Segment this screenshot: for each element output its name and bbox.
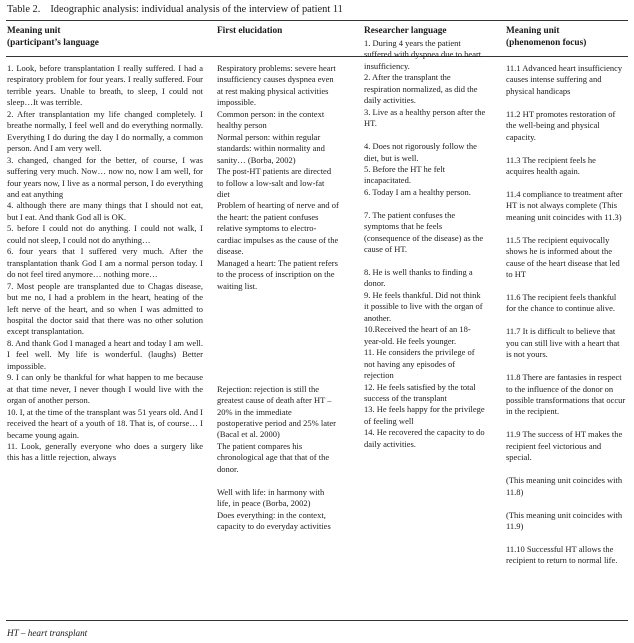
- elucidation-paragraph: Does everything: in the context, capacity to do everyday activities: [217, 509, 331, 532]
- phenomenon-paragraph: (This meaning unit coincides with 11.8): [506, 475, 623, 497]
- phenomenon-paragraph: 11.10 Successful HT allows the recipient to return to normal life.: [506, 543, 618, 566]
- researcher-paragraph: 6. Today I am a healthy person.: [364, 186, 471, 197]
- phenomenon-paragraph: 11.7 It is difficult to believe that you can still live with a heart that is not yours.: [506, 326, 620, 360]
- meaning-unit-paragraph: 8. And thank God I managed a heart and today I am well. I feel well. My life is wonderful. (laughs) Better impossible.: [7, 337, 203, 371]
- header-meaning-unit-phenomenon: [506, 26, 586, 49]
- header-line: First elucidation: [217, 26, 283, 36]
- meaning-unit-paragraph: 4. although there are many things that I should not eat, but I eat. And thank God all is OK.: [7, 200, 203, 222]
- phenomenon-paragraph: 11.3 The recipient feels he acquires health again.: [506, 154, 596, 177]
- researcher-paragraph: 5. Before the HT he felt incapacitated.: [364, 163, 446, 186]
- bottom-rule: [6, 620, 628, 621]
- footnote: HT – heart transplant: [7, 628, 88, 638]
- researcher-paragraph: 13. He feels happy for the privilege of feeling well: [364, 404, 485, 426]
- researcher-paragraph: 3. Live as a healthy person after the HT.: [364, 106, 486, 129]
- phenomenon-paragraph: 11.5 The recipient equivocally shows he is informed about the cause of the heart disease that led to HT: [506, 234, 620, 280]
- researcher-paragraph: 14. He recovered the capacity to do daily activities.: [364, 427, 485, 449]
- researcher-paragraph: 9. He feels thankful. Did not think it possible to live with the organ of another.: [364, 289, 483, 323]
- header-line: Meaning unit: [7, 26, 61, 36]
- meaning-unit-paragraph: 6. four years that I suffered very much. After the transplantation thank God I am a normal person today. I do not feel tired anymore… nothing more…: [7, 246, 203, 280]
- researcher-paragraph: 7. The patient confuses the symptoms that he feels (consequence of the disease) as the cause of HT.: [364, 209, 484, 255]
- meaning-unit-paragraph: 10. I, at the time of the transplant was 51 years old. And I received the heart of a youth of 18. That is, of course… I became young again.: [7, 406, 203, 440]
- researcher-paragraph: 10.Received the heart of an 18-year-old. He feels younger.: [364, 324, 471, 346]
- column-participant-language: [7, 63, 203, 464]
- researcher-paragraph: 1. During 4 years the patient suffered with dyspnea due to heart insufficiency.: [364, 38, 482, 71]
- elucidation-paragraph: Common person: in the context healthy person: [217, 108, 325, 131]
- header-line: Meaning unit: [506, 26, 560, 36]
- header-rule: [6, 56, 628, 57]
- table-label: Table 2.: [7, 4, 41, 15]
- meaning-unit-paragraph: 11. Look, generally everyone who does a surgery like this has a little rejection, always: [7, 440, 203, 463]
- header-line: (participant’s language: [7, 37, 99, 48]
- header-line: Researcher language: [364, 26, 447, 36]
- elucidation-paragraph: Well with life: in harmony with life, in peace (Borba, 2002): [217, 486, 325, 509]
- phenomenon-paragraph: 11.4 compliance to treatment after HT is not always complete (This meaning unit coincides with 11.3): [506, 188, 623, 222]
- researcher-paragraph: 4. Does not rigorously follow the diet, but is well.: [364, 141, 477, 163]
- meaning-unit-paragraph: 9. I can only be thankful for what happen to me because at that time never, I never though I would live with the organ of another person.: [7, 372, 203, 406]
- meaning-unit-paragraph: 2. After transplantation my life changed completely. I breathe normally, I feel well and do everything normally. Everything I do during the day I do normally, a common person. And I am very well.: [7, 108, 203, 154]
- elucidation-paragraph: Problem of hearting of nerve and of the heart: the patient confuses relative symptoms to electro-cardiac impulses as the cause of the disease.: [217, 200, 339, 257]
- elucidation-paragraph: Normal person: within regular standards: within normality and sanity… (Borba, 2002): [217, 131, 325, 165]
- column-phenomenon-focus: [506, 63, 626, 567]
- column-researcher-language: [364, 38, 486, 450]
- meaning-unit-paragraph: 3. changed, changed for the better, of course, I was suffering very much. Now… now no, now I am well, for four years now, I live as a normal person, I do everything and eat anything: [7, 154, 203, 199]
- elucidation-paragraph: Rejection: rejection is still the greatest cause of death after HT – 20% in the immediate postoperative period and 25% later (Bacal et al. 2000): [217, 383, 336, 440]
- meaning-unit-paragraph: 7. Most people are transplanted due to Chagas disease, but me no, I had a problem in the heart, heating of the left nerve of the heart, and so when I was admitted to hospital the doctor said that there was no other solution except transplantation.: [7, 280, 203, 337]
- header-researcher-language: [364, 26, 447, 38]
- elucidation-paragraph: Respiratory problems: severe heart insufficiency causes dyspnea even at rest making physical activities impossible.: [217, 63, 336, 108]
- top-rule: [6, 20, 628, 21]
- meaning-unit-paragraph: 1. Look, before transplantation I really suffered. I had a respiratory problem for four years. I really suffered. Four terrible years. Unable to breath, to sleep, I could not sleep…It was terrible.: [7, 63, 203, 108]
- phenomenon-paragraph: 11.2 HT promotes restoration of the well-being and physical capacity.: [506, 108, 616, 142]
- header-first-elucidation: [217, 26, 282, 38]
- meaning-unit-paragraph: 5. before I could not do anything. I could not walk, I could not sleep, I could not do anything…: [7, 223, 203, 245]
- phenomenon-paragraph: 11.9 The success of HT makes the recipient feel victorious and special.: [506, 429, 623, 463]
- table-caption: [7, 4, 343, 15]
- researcher-paragraph: 12. He feels satisfied by the total success of the transplant: [364, 381, 476, 403]
- column-first-elucidation: [217, 63, 339, 533]
- header-line: (phenomenon focus): [506, 37, 587, 48]
- elucidation-paragraph: Managed a heart: The patient refers to the process of inscription on the waiting list.: [217, 257, 338, 291]
- researcher-paragraph: 11. He considers the privilege of not having any episodes of rejection: [364, 347, 475, 381]
- header-meaning-unit-participant: [7, 26, 99, 49]
- researcher-paragraph: 2. After the transplant the respiration normalized, as did the daily activities.: [364, 72, 478, 106]
- table-title: Ideographic analysis: individual analysis of the interview of patient 11: [50, 4, 343, 15]
- elucidation-paragraph: The patient compares his chronological age that that of the donor.: [217, 440, 330, 474]
- phenomenon-paragraph: 11.8 There are fantasies in respect to the influence of the donor on possible transformations that occur in the recipient.: [506, 372, 626, 417]
- phenomenon-paragraph: 11.6 The recipient feels thankful for the chance to continue alive.: [506, 291, 617, 314]
- researcher-paragraph: 8. He is well thanks to finding a donor.: [364, 267, 473, 289]
- phenomenon-paragraph: (This meaning unit coincides with 11.9): [506, 509, 623, 531]
- phenomenon-paragraph: 11.1 Advanced heart insufficiency causes intense suffering and physical handicaps: [506, 63, 623, 96]
- elucidation-paragraph: The post-HT patients are directed to follow a low-salt and low-fat diet: [217, 166, 332, 199]
